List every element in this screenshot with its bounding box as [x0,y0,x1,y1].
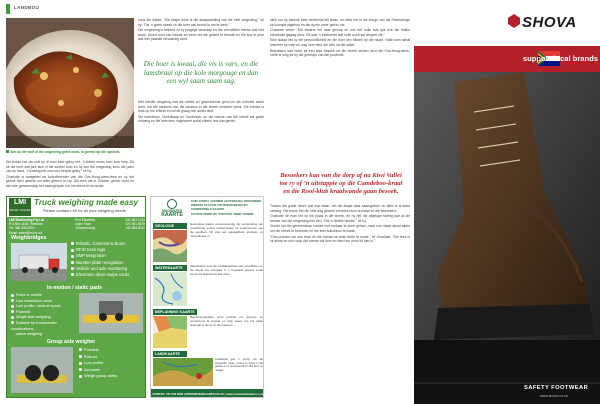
bullet-icon [71,267,74,270]
water-map-image [153,272,187,306]
bullet-icon [11,305,14,308]
column-1 [6,160,134,189]
weighbridge-item-text: Robotic, Cameras & Boom [76,241,126,246]
bullet-icon [71,242,74,245]
lmi-company-name: LMI Skalbouing Pty Ltd [9,218,45,222]
bullet-icon [11,299,14,302]
weighbridge-item-text: SMP integration [76,253,106,259]
map-section-text: Waterkaarte toon die beskikbaarheid van grondwater en die diepte van boorgate in ’n bepaalde gebied, sodat boere hul beplanning kan doen. [190,264,263,276]
map-header [191,199,263,216]
axle-item [79,367,145,374]
pullquote-green: Die boer is kwaai, die vis is vars, en die lamsbraai op die kole morgouge en dan een wyl saam saam sag. [143,60,259,86]
lmi-subheadline: Please contact LMI for all your weighing needs [43,208,126,213]
map-logo-line2: KAARTE [161,212,183,218]
axle-list [79,347,145,380]
map-header-line-2: DIENSTE TE HUUR VIR PERSOONLIKE EN KOMMERSIËLE KAARTE [191,203,248,212]
map-header-line-1: SUID-AFRIKA | NAMIBIË | BOTSWANA | MOSAMBIEK [191,199,262,203]
column-2-lower [138,100,264,124]
shova-tagline: support local brands [522,54,598,63]
bullet-icon [79,355,82,358]
bullet-icon [79,375,82,378]
inmotion-item-text: Low profile, minimal space [16,304,61,309]
inmotion-item-text: Suitable for trucks/trailer combinations [11,320,57,331]
lmi-top-band [7,197,146,217]
bullet-icon [79,348,82,351]
weighbridges-title: Weighbridges [11,235,47,241]
map-section-tab: LANDKAARTE [153,351,187,357]
col1-paragraph-1: Die bokke het die wolf by di mou beet gekry het, ’n dokter moes hom kom help. Dit sê die boer wat jare lank in die kontrei boer en hy ken die omgewing soos die palm van sy hand. “Gelukkig het ons hom betyds gekry,” sê hy. [6,160,134,174]
col3-paragraph-2: Charlotte vertel: “Die kinders het daar geloop en ons het hulle laat kyk hoe die bokke uitmekaar gejaag word. Dit was ’n belewenis wat hulle nooit sal vergeet nie.” [270,28,410,37]
office-phone: 021 551 5678 [125,222,145,227]
shova-footer-text: SAFETY FOOTWEAR [524,385,589,391]
map-section-geology [153,223,263,263]
map-logo [154,199,190,219]
col3-paragraph-5: Tussen die goeie deure wat oop staan, het die skape daar saamgekom en alles is al klaar versorg. Die boere het die hele dag gewerk om alles mooi te maak vir die besoekers. [270,204,410,213]
lmi-logo-text: LMI [13,199,27,206]
land-map-icon [153,358,213,386]
weighbridge-item [71,272,145,278]
weighbridge-photo [11,243,67,281]
bullet-icon [71,249,74,252]
planning-map-image [153,316,187,348]
inmotion-title: In-motion / static pads [47,285,103,291]
map-section-planning [153,309,263,349]
axle-item-text: Low profile [84,360,104,366]
axle-item-text: Portable [84,347,99,352]
inmotion-list [11,293,77,338]
axle-item [79,373,145,380]
shova-tagline-band [414,46,600,72]
water-map-icon [153,272,187,306]
lmi-offices [75,218,145,231]
lmi-logo-subtext: SKALE / SCALES [9,209,31,212]
col3-paragraph-4: Besoekers kan meer as een fees besoek en die streek verken deur die Ons-Hoog-wees-roete te volg tot by die grenslyn van die provinsie. [270,48,410,58]
col2-paragraph-1: soos die hakke. “Die skape hulle is die skaapweiding van die hele omgewing,” sê hy. “Dis ’n goeie streek vir die boer wat bereid is om te werk.” [138,18,264,27]
bullet-icon [11,321,14,324]
map-section-tab: GEOLOGIE [153,223,187,229]
column-2 [138,18,264,42]
land-map-image [153,358,213,386]
shova-brand: SHOVA [522,14,577,31]
bullet-icon [79,362,82,365]
article-photo [6,18,134,148]
page-header [6,4,264,16]
geology-map-icon [153,230,187,262]
map-section-tab: WATERKAARTE [153,265,187,271]
bullet-icon [71,261,74,264]
col3-paragraph-1: skrik toe hy tweede keer heeltemal stil staan, en alles het in die kringe van die Sneeuberge se boorgat uitgehou en die lig nie meer gehou nie. [270,18,410,27]
col3-paragraph-6: Charlotte se man het sy eie plaas in die streek, en hy het die afgelope twintig jaar al die mense van die omgewing leer ken. “Dis ’n familie hierdie,” sê hy. [270,214,410,223]
food-photo-image [6,18,134,148]
lmi-advert [6,196,146,398]
lmi-headline: Truck weighing made easy [34,198,139,207]
lmi-logo [9,198,31,216]
bullet-icon [11,316,14,319]
office-row [75,226,145,230]
inmotion-item-text: Polaroid [16,309,30,314]
col3-paragraph-8: “Ons probeer om ons lewe en die mense se lewe beter te maak,” sê Charlotte. “Die fees is vir almal en ons hoop dat mense sal kom en sien hoe mooi dit hier is.” [270,234,410,244]
section-label: LANDBOU [14,5,40,10]
safety-boot-image [414,72,600,382]
office-name: Port Elizabeth [75,218,95,222]
inmotion-item-text: Single axle weighing [16,315,51,320]
bullet-icon [71,255,74,258]
inmotion-item [11,332,77,338]
axle-photo [11,347,73,393]
inmotion-item-text: Low installation costs [16,298,52,303]
map-section-tab: BEPLANNING KAARTE [153,309,197,315]
lmi-contact-line-1: P.O.Box 1108, Pinetown [9,222,44,227]
map-section-text: Geologiese kaarte verteenwoordig die verspreiding van verskillende soorte rotsformasies en ouderdomme van die aardkors. Dit sluit ook gelaagdheid, strukture en mineralisasie in. [190,222,263,238]
office-phone: 041 581 1234 [125,218,145,222]
shova-logo-icon [508,14,520,28]
shova-footer [414,384,600,404]
header-green-bar [6,4,10,14]
weigh-pad-icon [79,293,143,333]
map-header-line-3: KAARTE WORD OP ‘N ROTTEL PRINT VORMIS [191,211,254,216]
axle-item-text: Weigh group axles [84,373,118,379]
truck-icon [11,243,67,281]
planning-map-icon [153,316,187,348]
axle-item-text: Robust [84,353,97,359]
map-section-text: Beplanningskaarte word gebruik om grensse en eiendomme te bepaal en help boere om hul plase optimaal te benut vir die toekoms. [190,315,263,327]
col3-paragraph-7: Vroeër het die gemeenskap minder met mekaar te doen gehad, maar nou staan almal saam om die streek te bevorder en die fees suksesvol te maak. [270,224,410,233]
caption-marker [6,150,9,153]
bullet-icon [79,368,82,371]
lmi-contact-line-2: Tel: 086 333 0000 [9,226,35,231]
lmi-contact-line-3: Email: sales@lmi.co.za [9,230,42,235]
inmotion-item-text: native weighing [16,332,43,337]
axle-item [79,360,145,367]
map-logo-line1: MOOIWATER [162,209,182,213]
bullet-icon [11,310,14,313]
col3-paragraph-3: Elke skaap het sy eie persoonlikheid en die boer ken elkeen by die naam. Hulle kom almal wanneer hy roep en volg hom deur die veld na die water. [270,38,410,47]
photo-caption [6,150,134,155]
lmi-contact-block [9,218,71,235]
office-phone: 011 854 9012 [125,226,145,231]
col2-paragraph-4: Die boerderye, Noordkaap en Oostenryk, en die mense van die streek sal gaste ontvang en die hele fees organiseer sodat elkeen iets kan geniet. [138,114,264,124]
col1-paragraph-2: Charlotte is aangestel as koördineerder van die Ons-Hoog-wees-fees en sy het geboë hard gewerk om alles gereed te kry. Die fees sal in Oktober gehou word en die hele gemeenskap het saamgespan om hul streek te bevorder. [6,174,134,188]
column-3-lower [270,204,410,244]
weighbridge-item-text: Number plate recognition [76,259,123,265]
weighbridge-list [71,241,145,278]
geology-map-image [153,230,187,262]
axle-item [79,354,145,361]
inmotion-photo [79,293,143,333]
col2-paragraph-3: Met hierdie vergaring wat die streek en gewedoende groot en die hoëveld saam werk, sal die toekoms van die landbou in die streek verseker wees. Die mense is trots op hul erfenis en wil dit graag met ander deel. [138,100,264,114]
shova-advert [414,0,600,404]
shova-footer-url: www.shova.co.za [540,394,568,398]
map-section-text: Landkaarte gee ’n oorsig van die topografie, paaie, riviere en dorpe in die gebied en is onontbeerlik vir elke boer en reisiger. [215,358,263,372]
column-3 [270,18,410,58]
col2-paragraph-2: Die omgewing is bekend vir sy pragtige landskap en die vriendelike mense wat hier woon. Boere kom van heinde en verre om die gebied te besoek en die kos te proe wat hier plaaslik vervaardig word. [138,28,264,42]
weighbridge-item-text: Vehicle and axle monitoring [76,265,128,271]
office-name: Johannesburg [75,226,96,231]
axle-weigher-icon [11,347,73,393]
axle-item-text: Accurate [84,366,100,372]
bullet-icon [11,294,14,297]
axle-item [79,347,145,354]
map-logo-icon [167,199,177,209]
weighbridge-item-text: RFID track tags [76,247,106,253]
bullet-icon [71,273,74,276]
shova-badge-icon [508,14,520,28]
inmotion-item-text: Fixed or mobile [16,293,42,297]
map-footer: KONTAK: 071 000 0000 | MOOIWATERKAARTE.CO.ZA | www.mooiwaterkaarte.co.za [151,389,264,398]
office-name: Cape Town [75,222,91,227]
inmotion-item [11,321,77,332]
map-advert [150,196,264,398]
pullquote-red: Besoekers kan van die dorp af na Kiwi Vallei toe ry of ’n uitstappie op die Camdeboo-kraal en die Rooi-klub kraalwande gaan besoek. [279,172,403,195]
map-section-water [153,265,263,307]
axle-title: Group axle weigher [47,339,96,345]
boot-photo [414,72,600,382]
weighbridge-item-text: Electronic driver swipe cards [76,272,130,278]
map-section-land [153,351,263,387]
caption-text: Van ou die wolf in die omgewing geëet word, is gereed op die opsteek. [10,150,121,154]
